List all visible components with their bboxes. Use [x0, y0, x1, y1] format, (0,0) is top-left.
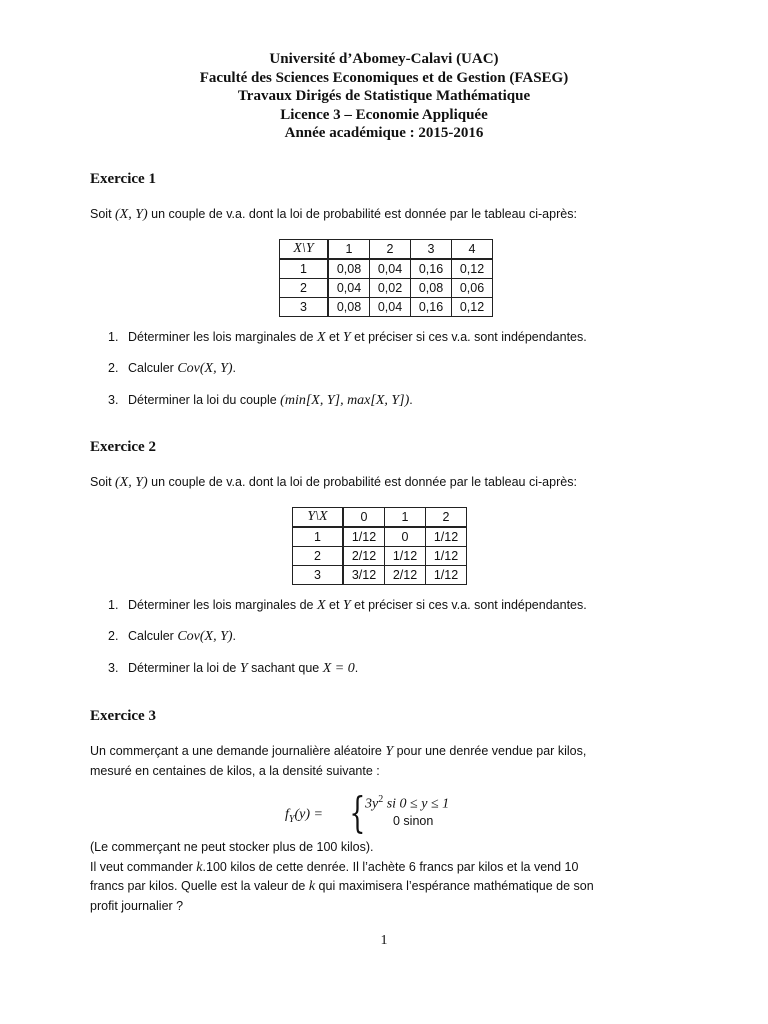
- table-cell: 1/12: [426, 547, 467, 566]
- table-cell: 0,12: [452, 259, 493, 279]
- math-exponent: 2: [378, 794, 384, 805]
- table-cell: 0,04: [370, 298, 411, 317]
- question-2: [108, 629, 236, 645]
- paragraph-text: Un commerçant a une demande journalière aléatoire: [90, 744, 386, 758]
- table-col-header: 1: [385, 508, 426, 528]
- table-cell: 1/12: [385, 547, 426, 566]
- formula-case-2: 0 sinon: [393, 814, 434, 828]
- table-row-header: 3: [293, 566, 344, 585]
- table-row-header: 3: [280, 298, 329, 317]
- document-header: [0, 50, 768, 143]
- header-year: Année académique : 2015-2016: [284, 125, 484, 141]
- math-expr: X = 0: [322, 661, 355, 676]
- table-cell: 0,04: [328, 279, 370, 298]
- question-number: 2.: [108, 361, 119, 375]
- table-row: [293, 547, 467, 566]
- question-number: 3.: [108, 393, 119, 407]
- exercise-2-title: Exercice 2: [90, 439, 156, 455]
- paragraph-line: [90, 877, 690, 897]
- intro-math: (X, Y): [115, 475, 148, 490]
- table-cell: 0,02: [370, 279, 411, 298]
- question-text: Calculer: [128, 629, 178, 643]
- formula-lhs: [285, 807, 323, 825]
- question-text: Déterminer la loi de: [128, 661, 240, 675]
- question-text: sachant que: [247, 661, 323, 675]
- math-var: Y: [385, 744, 394, 759]
- math-expr: Cov(X, Y): [177, 629, 233, 644]
- paragraph-line: [90, 858, 690, 878]
- math-var: k: [196, 859, 203, 875]
- question-text: .: [354, 661, 359, 675]
- table-cell: 0,08: [411, 279, 452, 298]
- table-cell: 0,16: [411, 259, 452, 279]
- question-number: 3.: [108, 661, 119, 675]
- math-subscript: Y: [288, 813, 295, 825]
- question-number: 1.: [108, 598, 119, 612]
- paragraph-text: pour une denrée vendue par kilos,: [393, 744, 587, 758]
- exercise-2-table: [292, 507, 467, 585]
- question-number: 2.: [108, 629, 119, 643]
- table-cell: 0,06: [452, 279, 493, 298]
- left-brace-icon: {: [349, 788, 366, 837]
- intro-text: un couple de v.a. dont la loi de probabilité est donnée par le tableau ci-après:: [147, 475, 577, 489]
- question-text: et préciser si ces v.a. sont indépendantes.: [350, 598, 587, 612]
- math-var: k: [308, 879, 316, 894]
- table-row: [280, 259, 493, 279]
- intro-math: (X, Y): [115, 207, 148, 222]
- table-corner: Y\X: [293, 508, 344, 528]
- table-col-header: 3: [411, 240, 452, 260]
- question-3: [108, 661, 358, 677]
- exercise-3-paragraph-1: [90, 742, 690, 781]
- table-row-header: 2: [293, 547, 344, 566]
- paragraph-text: Il veut commander: [90, 859, 197, 874]
- table-row: [280, 279, 493, 298]
- math-var: f: [285, 807, 289, 822]
- exercise-3-title: Exercice 3: [90, 708, 156, 724]
- table-row-header: 1: [280, 259, 329, 279]
- table-cell: 2/12: [343, 547, 385, 566]
- table-cell: 0: [385, 527, 426, 547]
- question-text: et: [325, 330, 343, 344]
- math-var: Y: [342, 330, 351, 345]
- table-row: [280, 298, 493, 317]
- intro-text: un couple de v.a. dont la loi de probabilité est donnée par le tableau ci-après:: [147, 207, 577, 221]
- question-number: 1.: [108, 330, 119, 344]
- exercise-1-table: [279, 239, 493, 317]
- question-text: Déterminer la loi du couple: [128, 393, 281, 407]
- table-cell: 0,04: [370, 259, 411, 279]
- table-col-header: 2: [370, 240, 411, 260]
- table-row: [293, 527, 467, 547]
- question-1: [108, 330, 587, 346]
- paragraph-line: profit journalier ?: [90, 898, 184, 913]
- paragraph-text: .100 kilos de cette denrée. Il l’achète 6 francs par kilos et la vend 10: [202, 859, 579, 874]
- header-faculty: Faculté des Sciences Economiques et de Gestion (FASEG): [199, 69, 569, 86]
- formula-case-1: [365, 794, 449, 813]
- header-university: Université d’Abomey-Calavi (UAC): [269, 51, 499, 67]
- table-col-header: 4: [452, 240, 493, 260]
- question-text: Déterminer les lois marginales de: [128, 598, 317, 612]
- question-text: et préciser si ces v.a. sont indépendantes.: [350, 330, 587, 344]
- table-cell: 3/12: [343, 566, 385, 585]
- question-3: [108, 393, 413, 409]
- intro-text: Soit: [90, 207, 116, 221]
- table-row-header: 2: [280, 279, 329, 298]
- question-text: .: [232, 629, 237, 643]
- intro-text: Soit: [90, 475, 116, 489]
- table-row: [293, 566, 467, 585]
- table-cell: 2/12: [385, 566, 426, 585]
- table-cell: 0,08: [328, 298, 370, 317]
- table-cell: 0,08: [328, 259, 370, 279]
- math-condition: si 0 ≤ y ≤ 1: [383, 796, 450, 812]
- table-cell: 0,12: [452, 298, 493, 317]
- exercise-1-title: Exercice 1: [90, 171, 156, 187]
- question-text: .: [409, 393, 413, 407]
- math-expr: Cov(X, Y): [177, 361, 233, 376]
- header-level: Licence 3 – Economie Appliquée: [280, 106, 488, 123]
- table-header-row: [293, 508, 467, 528]
- math-var: X: [316, 598, 326, 613]
- question-2: [108, 361, 236, 377]
- question-text: et: [325, 598, 343, 612]
- exercise-3-paragraph-2: [90, 838, 690, 916]
- page-number: 1: [380, 933, 388, 948]
- question-text: .: [232, 361, 237, 375]
- table-row-header: 1: [293, 527, 344, 547]
- math-expr: (y) =: [294, 807, 323, 822]
- question-1: [108, 598, 587, 614]
- table-cell: 1/12: [426, 566, 467, 585]
- question-text: Déterminer les lois marginales de: [128, 330, 317, 344]
- math-var: Y: [342, 598, 351, 613]
- table-col-header: 0: [343, 508, 385, 528]
- question-text: Calculer: [128, 361, 178, 375]
- table-cell: 0,16: [411, 298, 452, 317]
- table-col-header: 2: [426, 508, 467, 528]
- table-cell: 1/12: [343, 527, 385, 547]
- table-cell: 1/12: [426, 527, 467, 547]
- table-corner: X\Y: [280, 240, 329, 260]
- paragraph-text: qui maximisera l’espérance mathématique de son: [315, 879, 594, 893]
- table-col-header: 1: [328, 240, 370, 260]
- exercise-1-intro: [90, 205, 690, 225]
- paragraph-text: francs par kilos. Quelle est la valeur de: [90, 879, 309, 893]
- paragraph-line: (Le commerçant ne peut stocker plus de 100 kilos).: [90, 840, 374, 854]
- paragraph-line: mesuré en centaines de kilos, a la densité suivante :: [90, 763, 380, 778]
- math-var: Y: [239, 661, 248, 676]
- exercise-2-intro: [90, 473, 690, 493]
- math-expr: (min[X, Y], max[X, Y]): [280, 393, 410, 408]
- math-expr: 3y: [365, 796, 379, 812]
- paragraph-line: [90, 742, 690, 762]
- header-course: Travaux Dirigés de Statistique Mathématique: [237, 88, 531, 104]
- math-var: X: [316, 330, 326, 345]
- table-header-row: [280, 240, 493, 260]
